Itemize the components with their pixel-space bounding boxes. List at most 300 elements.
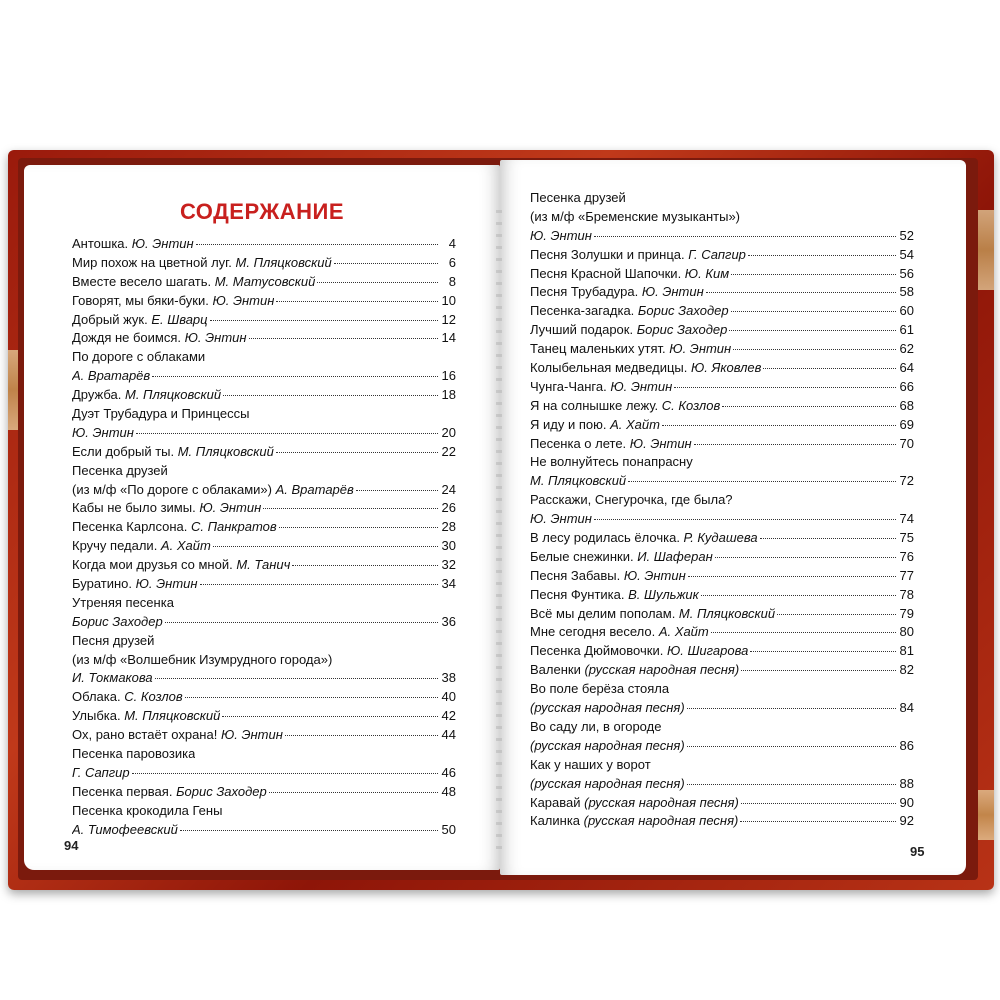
- toc-entry-author: Ю. Энтин: [135, 576, 198, 592]
- toc-entry-row: [530, 623, 914, 642]
- toc-entry-page: 44: [441, 727, 456, 743]
- toc-entry-row: [72, 254, 456, 273]
- toc-entry: [72, 405, 456, 424]
- toc-dot-leader: [185, 696, 438, 698]
- toc-entry-page: 75: [899, 530, 914, 546]
- toc-entry-row: [530, 605, 914, 624]
- toc-entry-title: Всё мы делим пополам.: [530, 605, 679, 621]
- toc-entry-page: 81: [899, 643, 914, 659]
- toc-entry-page: 34: [441, 576, 456, 592]
- toc-entry-author: А. Хайт: [658, 624, 709, 640]
- toc-entry-author: (русская народная песня): [530, 737, 685, 753]
- toc-entry-author: И. Токмакова: [72, 670, 153, 686]
- toc-dot-leader: [687, 783, 896, 785]
- toc-dot-leader: [279, 526, 438, 528]
- toc-entry-title: Каравай: [530, 794, 585, 810]
- toc-entry-page: 26: [441, 500, 456, 516]
- toc-entry: [530, 529, 914, 548]
- toc-entry-row: [72, 518, 456, 537]
- toc-entry-text: [530, 359, 761, 378]
- toc-entry: [530, 208, 914, 227]
- toc-entry-row: [530, 283, 914, 302]
- toc-entry-title: Песня Фунтика.: [530, 586, 629, 602]
- toc-dot-leader: [733, 348, 896, 350]
- toc-entry-text: [72, 386, 221, 405]
- toc-entry-author: Ю. Энтин: [629, 435, 692, 451]
- toc-entry: [530, 661, 914, 680]
- toc-entry-text: [530, 699, 685, 718]
- toc-entry: [530, 359, 914, 378]
- toc-entry-title: Вместе весело шагать.: [72, 273, 215, 289]
- toc-dot-leader: [292, 564, 438, 566]
- toc-entry-title: Во поле берёза стояла: [530, 681, 670, 697]
- toc-entry: [72, 802, 456, 821]
- toc-entry-page: 90: [899, 794, 914, 810]
- toc-entry-title: (из м/ф «По дороге с облаками»): [72, 481, 276, 497]
- toc-entry-title: Мир похож на цветной луг.: [72, 254, 236, 270]
- toc-entry-page: 54: [899, 246, 914, 262]
- toc-entry: [530, 756, 914, 775]
- toc-dot-leader: [276, 300, 438, 302]
- toc-entry-title: Когда мои друзья со мной.: [72, 557, 237, 573]
- toc-entry-text: [72, 405, 249, 424]
- toc-entry-row: [72, 669, 456, 688]
- toc-entry-author: Ю. Яковлев: [691, 360, 762, 376]
- toc-entry-row: [530, 302, 914, 321]
- toc-dot-leader: [356, 489, 438, 491]
- toc-dot-leader: [674, 386, 896, 388]
- toc-entry-page: 66: [899, 378, 914, 394]
- toc-entry-page: 58: [899, 284, 914, 300]
- toc-entry-title: Валенки: [530, 662, 585, 678]
- toc-entry-title: Песня Забавы.: [530, 567, 624, 583]
- toc-entry-row: [530, 586, 914, 605]
- toc-entry-page: 36: [441, 613, 456, 629]
- toc-entry-text: [72, 575, 198, 594]
- toc-entry-page: 18: [441, 387, 456, 403]
- toc-entry: [72, 651, 456, 670]
- toc-entry-author: Борис Заходер: [637, 303, 729, 319]
- toc-dot-leader: [152, 375, 438, 377]
- toc-entry: [530, 794, 914, 813]
- toc-dot-leader: [731, 310, 896, 312]
- toc-entry: [530, 397, 914, 416]
- toc-dot-leader: [715, 556, 896, 558]
- toc-entry-author: А. Хайт: [160, 538, 211, 554]
- toc-entry: [72, 518, 456, 537]
- toc-entry: [72, 613, 456, 632]
- toc-entry-author: С. Панкратов: [190, 519, 277, 535]
- toc-entry-title: Песенка первая.: [72, 783, 177, 799]
- toc-entry-author: Ю. Энтин: [669, 341, 732, 357]
- toc-dot-leader: [741, 802, 896, 804]
- toc-entry-author: С. Козлов: [124, 689, 183, 705]
- toc-entry-text: [72, 292, 274, 311]
- toc-entry-text: [530, 794, 739, 813]
- toc-entry-text: [530, 302, 729, 321]
- toc-dot-leader: [269, 791, 438, 793]
- toc-entry-author: Ю. Энтин: [199, 500, 262, 516]
- toc-entry-row: [530, 680, 914, 699]
- toc-entry-text: [530, 453, 693, 472]
- toc-entry-text: [72, 537, 211, 556]
- toc-entry: [72, 292, 456, 311]
- toc-entry-title: (из м/ф «Бременские музыканты»): [530, 208, 741, 224]
- toc-entry-text: [530, 283, 704, 302]
- toc-entry-title: Дуэт Трубадура и Принцессы: [72, 406, 250, 422]
- toc-entry: [530, 642, 914, 661]
- toc-entry-page: 24: [441, 481, 456, 497]
- toc-entry-title: Утреняя песенка: [72, 594, 174, 610]
- toc-entry-page: 69: [899, 416, 914, 432]
- toc-entry-author: Ю. Энтин: [623, 567, 686, 583]
- toc-entry: [72, 556, 456, 575]
- toc-entry: [72, 235, 456, 254]
- toc-entry: [72, 499, 456, 518]
- toc-entry-author: М. Пляцковский: [530, 473, 627, 489]
- toc-entry-row: [530, 775, 914, 794]
- toc-entry-text: [72, 367, 150, 386]
- toc-entry-row: [530, 340, 914, 359]
- contents-heading: СОДЕРЖАНИЕ: [179, 199, 345, 224]
- toc-entry-text: [72, 518, 277, 537]
- left-page: [24, 165, 500, 870]
- toc-entry-text: [530, 472, 626, 491]
- toc-entry-page: 77: [899, 567, 914, 583]
- toc-dot-leader: [760, 537, 896, 539]
- toc-entry-text: [530, 397, 720, 416]
- toc-entry-text: [72, 821, 178, 840]
- toc-entry-author: Борис Заходер: [636, 322, 728, 338]
- toc-entry: [530, 472, 914, 491]
- toc-entry-page: 48: [441, 783, 456, 799]
- toc-dot-leader: [628, 480, 896, 482]
- toc-entry-page: 78: [899, 586, 914, 602]
- toc-entry-page: 4: [448, 236, 456, 251]
- toc-entry-author: А. Вратарёв: [275, 481, 354, 497]
- toc-entry: [530, 680, 914, 699]
- toc-entry: [72, 783, 456, 802]
- binding-stitch: [496, 210, 502, 850]
- toc-entry-row: [530, 227, 914, 246]
- toc-entry-page: 70: [899, 435, 914, 451]
- toc-entry-row: [72, 481, 456, 500]
- toc-entry-author: М. Пляцковский: [678, 605, 776, 621]
- toc-entry-text: [530, 586, 699, 605]
- toc-entry-page: 38: [441, 670, 456, 686]
- toc-dot-leader: [687, 745, 896, 747]
- toc-entry-row: [72, 462, 456, 481]
- toc-entry-author: Борис Заходер: [176, 783, 267, 799]
- toc-entry: [72, 329, 456, 348]
- toc-entry: [530, 623, 914, 642]
- toc-entry-row: [530, 699, 914, 718]
- toc-entry-author: Ю. Шигарова: [666, 643, 749, 659]
- toc-entry-text: [72, 745, 195, 764]
- toc-entry-text: [530, 642, 748, 661]
- toc-entry-text: [72, 783, 267, 802]
- toc-entry: [72, 537, 456, 556]
- toc-list-left: [72, 235, 456, 840]
- toc-entry-text: [72, 462, 168, 481]
- toc-entry-text: [530, 321, 727, 340]
- toc-entry: [530, 453, 914, 472]
- page-number-right: 95: [910, 844, 925, 859]
- toc-entry: [72, 575, 456, 594]
- toc-entry-title: Ох, рано встаёт охрана!: [72, 727, 221, 743]
- toc-entry-title: Мне сегодня весело.: [530, 624, 659, 640]
- toc-entry-page: 40: [441, 689, 456, 705]
- toc-entry: [72, 726, 456, 745]
- toc-entry-text: [72, 802, 222, 821]
- toc-dot-leader: [740, 820, 896, 822]
- toc-entry-row: [530, 208, 914, 227]
- toc-entry-page: 22: [441, 443, 456, 459]
- toc-entry-row: [72, 348, 456, 367]
- toc-entry: [72, 594, 456, 613]
- toc-dot-leader: [594, 518, 896, 520]
- toc-entry-title: Белые снежинки.: [530, 548, 638, 564]
- toc-entry-row: [530, 265, 914, 284]
- toc-entry-row: [72, 632, 456, 651]
- toc-entry-title: Танец маленьких утят.: [530, 341, 670, 357]
- toc-entry-author: (русская народная песня): [584, 794, 739, 810]
- toc-entry-title: Расскажи, Снегурочка, где была?: [530, 492, 733, 508]
- toc-entry-author: М. Пляцковский: [177, 443, 274, 459]
- toc-entry-text: [72, 481, 354, 500]
- toc-entry: [72, 821, 456, 840]
- toc-entry-title: Песенка паровозика: [72, 746, 196, 762]
- toc-dot-leader: [701, 594, 896, 596]
- toc-entry-row: [72, 367, 456, 386]
- toc-dot-leader: [263, 507, 438, 509]
- toc-entry-page: 61: [899, 322, 914, 338]
- page-number-left: 94: [64, 838, 79, 853]
- toc-entry: [72, 632, 456, 651]
- toc-entry-text: [72, 613, 163, 632]
- toc-entry-title: Песенка друзей: [530, 190, 626, 205]
- toc-entry-text: [530, 265, 729, 284]
- toc-entry-row: [530, 737, 914, 756]
- toc-entry-text: [530, 529, 758, 548]
- toc-dot-leader: [210, 319, 438, 321]
- toc-entry-row: [72, 764, 456, 783]
- toc-entry-row: [530, 642, 914, 661]
- toc-entry-row: [72, 745, 456, 764]
- toc-entry-text: [530, 510, 592, 529]
- toc-entry-author: Г. Сапгир: [72, 764, 130, 780]
- toc-dot-leader: [223, 394, 438, 396]
- toc-entry-author: Ю. Энтин: [530, 227, 592, 243]
- toc-entry-text: [530, 775, 685, 794]
- toc-entry-page: 16: [441, 368, 456, 384]
- toc-entry-text: [530, 623, 709, 642]
- toc-entry-text: [530, 680, 669, 699]
- toc-dot-leader: [694, 443, 896, 445]
- toc-dot-leader: [200, 583, 438, 585]
- toc-entry: [72, 254, 456, 273]
- toc-entry-author: (русская народная песня): [584, 662, 740, 678]
- toc-entry: [530, 246, 914, 265]
- toc-entry: [530, 283, 914, 302]
- toc-entry-author: А. Вратарёв: [72, 368, 151, 384]
- toc-entry-text: [72, 348, 205, 367]
- toc-entry-text: [72, 499, 261, 518]
- toc-entry-row: [72, 802, 456, 821]
- toc-entry-text: [530, 227, 592, 246]
- toc-entry-text: [72, 651, 332, 670]
- toc-entry-text: [72, 424, 134, 443]
- toc-entry-author: А. Тимофеевский: [72, 821, 178, 837]
- toc-entry-author: М. Пляцковский: [235, 254, 332, 270]
- toc-entry-row: [530, 794, 914, 813]
- toc-dot-leader: [222, 715, 438, 717]
- toc-entry-title: Песенка друзей: [72, 462, 168, 478]
- toc-entry-text: [72, 254, 332, 273]
- toc-entry-text: [72, 632, 154, 651]
- toc-entry: [530, 340, 914, 359]
- toc-entry-author: (русская народная песня): [530, 775, 685, 791]
- toc-entry-page: 52: [899, 227, 914, 243]
- toc-dot-leader: [249, 337, 438, 339]
- toc-entry: [530, 586, 914, 605]
- toc-entry-title: Дружба.: [72, 387, 125, 403]
- toc-entry-author: Ю. Ким: [684, 265, 730, 281]
- toc-entry-author: М. Танич: [236, 557, 291, 573]
- toc-entry-text: [530, 491, 733, 510]
- toc-entry-author: Ю. Энтин: [184, 330, 247, 346]
- toc-entry: [530, 605, 914, 624]
- toc-entry: [530, 718, 914, 737]
- toc-entry-row: [72, 329, 456, 348]
- toc-entry-title: Калинка: [530, 813, 584, 829]
- right-page: [500, 160, 966, 875]
- toc-entry-text: [72, 688, 183, 707]
- toc-dot-leader: [213, 545, 438, 547]
- toc-entry-author: Ю. Энтин: [212, 292, 275, 308]
- toc-entry-page: 72: [899, 473, 914, 489]
- toc-entry-title: Облака.: [72, 689, 125, 705]
- toc-entry-row: [72, 537, 456, 556]
- toc-entry: [72, 367, 456, 386]
- toc-entry-author: И. Шаферан: [637, 548, 713, 564]
- toc-entry-title: Песенка-загадка.: [530, 303, 638, 319]
- toc-entry-author: Е. Шварц: [151, 311, 208, 327]
- toc-entry-page: 14: [441, 330, 456, 346]
- toc-entry-author: М. Пляцковский: [124, 708, 221, 724]
- toc-entry: [530, 302, 914, 321]
- toc-entry-text: [530, 378, 672, 397]
- toc-entry-row: [72, 405, 456, 424]
- toc-entry-text: [72, 594, 174, 613]
- toc-dot-leader: [741, 669, 896, 671]
- toc-dot-leader: [136, 432, 438, 434]
- toc-entry-row: [72, 386, 456, 405]
- toc-entry-page: 74: [899, 511, 914, 527]
- toc-dot-leader: [750, 650, 896, 652]
- toc-entry-text: [72, 669, 153, 688]
- toc-dot-leader: [334, 262, 438, 264]
- toc-entry-row: [72, 311, 456, 330]
- toc-entry-page: 28: [441, 519, 456, 535]
- toc-entry-row: [530, 548, 914, 567]
- toc-entry: [72, 386, 456, 405]
- toc-entry-text: [530, 567, 686, 586]
- toc-entry-text: [72, 311, 208, 330]
- toc-entry-text: [530, 416, 660, 435]
- toc-entry-title: Песенка Карлсона.: [72, 519, 191, 535]
- toc-entry-title: Песня Золушки и принца.: [530, 246, 689, 262]
- toc-entry-row: [530, 246, 914, 265]
- toc-entry-row: [72, 556, 456, 575]
- toc-entry-title: Песня Трубадура.: [530, 284, 642, 300]
- toc-dot-leader: [687, 707, 896, 709]
- toc-entry-row: [530, 397, 914, 416]
- toc-entry-author: В. Шульжик: [628, 586, 699, 602]
- toc-entry-row: [72, 783, 456, 802]
- toc-dot-leader: [594, 235, 896, 237]
- toc-entry-author: М. Матусовский: [214, 273, 316, 289]
- toc-entry-title: Дождя не боимся.: [72, 330, 185, 346]
- toc-entry: [530, 812, 914, 831]
- toc-entry-text: [530, 605, 775, 624]
- toc-entry-text: [72, 726, 283, 745]
- toc-entry-row: [530, 435, 914, 454]
- toc-entry-title: Говорят, мы бяки-буки.: [72, 292, 213, 308]
- toc-entry-row: [530, 510, 914, 529]
- toc-entry-author: Ю. Энтин: [641, 284, 704, 300]
- toc-entry-row: [530, 529, 914, 548]
- toc-entry-row: [72, 443, 456, 462]
- toc-entry-page: 86: [899, 737, 914, 753]
- toc-entry: [530, 416, 914, 435]
- toc-entry-row: [530, 453, 914, 472]
- toc-entry-row: [530, 378, 914, 397]
- toc-entry: [72, 462, 456, 481]
- toc-entry-text: [530, 661, 739, 680]
- toc-dot-leader: [662, 424, 896, 426]
- toc-entry-text: [72, 764, 130, 783]
- toc-entry-text: [530, 208, 740, 227]
- toc-entry-page: 56: [899, 265, 914, 281]
- toc-entry-page: 42: [441, 708, 456, 724]
- toc-entry-row: [72, 499, 456, 518]
- toc-entry-author: Р. Кудашева: [683, 530, 758, 546]
- toc-entry: [530, 699, 914, 718]
- toc-entry-title: Кабы не было зимы.: [72, 500, 200, 516]
- toc-dot-leader: [165, 621, 438, 623]
- toc-entry-author: (русская народная песня): [530, 700, 685, 716]
- toc-entry-page: 32: [441, 557, 456, 573]
- toc-entry-text: [72, 273, 315, 292]
- toc-entry-row: [72, 726, 456, 745]
- toc-entry: [72, 688, 456, 707]
- toc-entry-title: По дороге с облаками: [72, 349, 206, 365]
- toc-entry-text: [530, 756, 651, 775]
- toc-entry-page: 76: [899, 548, 914, 564]
- toc-entry-row: [530, 472, 914, 491]
- toc-dot-leader: [729, 329, 896, 331]
- toc-dot-leader: [155, 677, 438, 679]
- toc-entry-text: [72, 443, 274, 462]
- toc-entry-title: Как у наших у ворот: [530, 756, 651, 772]
- toc-entry-text: [530, 548, 713, 567]
- toc-entry-text: [530, 812, 738, 831]
- toc-entry-title: (из м/ф «Волшебник Изумрудного города»): [72, 651, 333, 667]
- toc-dot-leader: [132, 772, 438, 774]
- toc-entry-row: [530, 812, 914, 831]
- toc-dot-leader: [722, 405, 896, 407]
